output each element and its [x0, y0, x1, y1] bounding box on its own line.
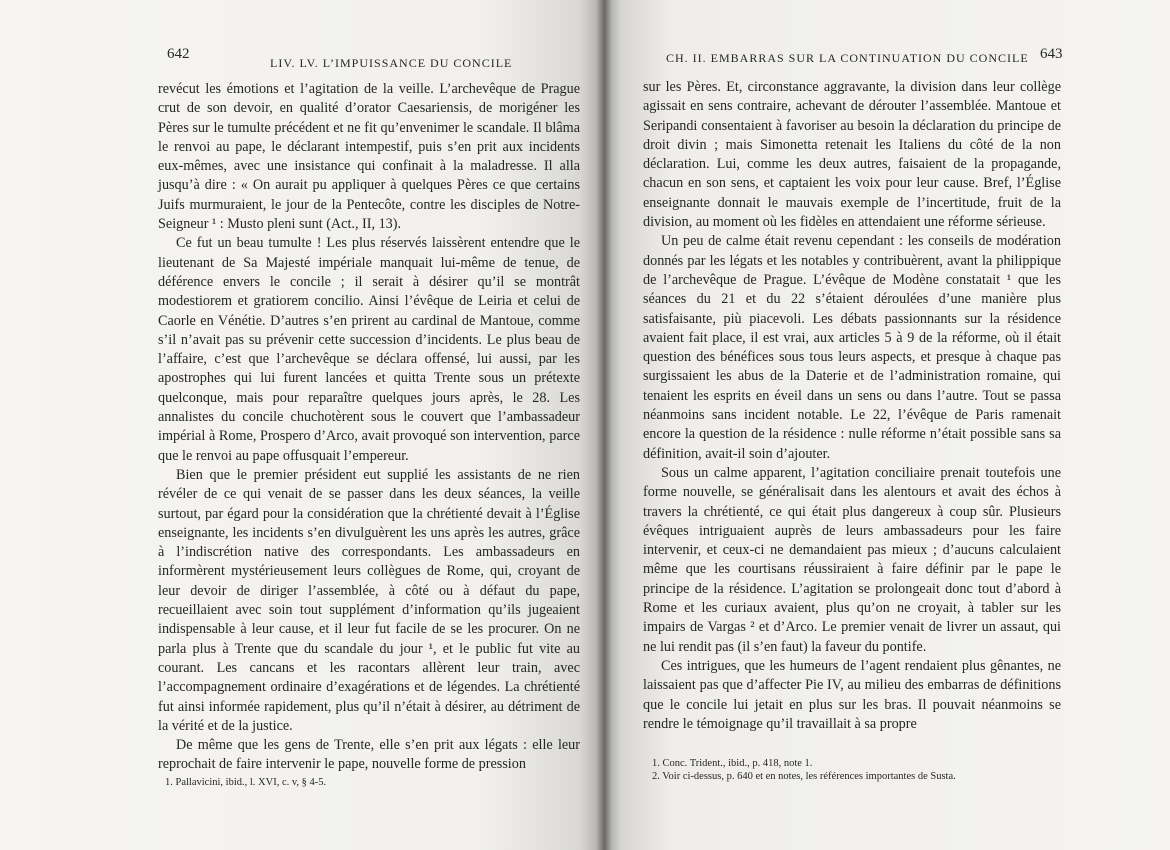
paragraph: Ces intrigues, que les humeurs de l’agent rendaient plus gênantes, ne laissaient pas que d’affecter Pie IV, au milieu des embarras de définitions que le concile lui jetait en plus sur les bras. Il pouvait néanmoins se rendre le témoignage qu’il travaillait à sa propre — [643, 657, 1061, 732]
body-text-right — [643, 78, 1061, 734]
paragraph: Sous un calme apparent, l’agitation conciliaire prenait toutefois une forme nouvelle, se généralisait dans les alentours et avait des échos à travers la chrétienté, ce qui était plus dangereux à coup sûr. Plusieurs évêques intriguaient auprès de leurs ambassadeurs pour les faire intervenir, et ceux-ci ne demandaient pas mieux ; d’aucuns calculaient même que les courtisans réussiraient à faire définir par le pape le principe de la résidence. L’agitation se prolongeait donc tout d’abord à Rome et les curiaux avaient, plus qu’on ne croyait, à tabler sur les impairs de Vargas ² et d’Arco. Le premier venait de livrer un assaut, qui ne lui rendit pas (il s’en faut) la faveur du pontife. — [643, 464, 1061, 655]
paragraph: sur les Pères. Et, circonstance aggravante, la division dans leur collège agissait en sens contraire, achevant de dérouter l’assemblée. Mantoue et Seripandi consentaient à favoriser au besoin la déclaration du principe de droit divin ; mais Simonetta retenait les Italiens du côté de la non déclaration. Lui, comme les deux autres, faisaient de la propagande, chacun en son sens, et captaient les voix pour leur cause. Bref, l’Église enseignante donnait le mauvais exemple de l’incertitude, fruit de la division, au moment où les fidèles en attendaient une réforme sérieuse. — [643, 79, 1061, 231]
footnotes-right — [652, 757, 1052, 783]
footnotes-left — [165, 776, 585, 789]
running-head-right: CH. II. EMBARRAS SUR LA CONTINUATION DU CONCILE — [666, 51, 1029, 65]
page-number-left: 642 — [167, 46, 190, 62]
book-gutter — [596, 0, 612, 850]
paragraph: Un peu de calme était revenu cependant : les conseils de modération donnés par les légats et les notables y contribuèrent, avant la philippique de l’archevêque de Prague. L’évêque de Modène constatait ¹ que les séances du 21 et du 22 s’étaient déroulées d’une manière plus satisfaisante, più piacevoli. Les débats passionnants sur la résidence avaient fait place, il est vrai, aux articles 5 à 9 de la réforme, où il était question des bénéfices sous tous leurs aspects, et presque à chaque pas surgissaient les abus de la Daterie et de l’administration romaine, qui tenaient les esprits en éveil dans un sens ou dans l’autre. Tout se passa néanmoins sans incident notable. Le 22, l’évêque de Paris ramenait encore la question de la résidence : nulle réforme n’était possible sans sa définition, avait-il soin d’ajouter. — [643, 233, 1061, 462]
footnote: 1. Pallavicini, ibid., l. XVI, c. v, § 4-5. — [165, 777, 327, 788]
paragraph: Bien que le premier président eut supplié les assistants de ne rien révéler de ce qui venait de se passer dans les deux séances, la veille surtout, par égard pour la considération que la chrétienté devait à l’Église enseignante, les incidents s’en divulguèrent les uns après les autres, grâce à l’indiscrétion native des correspondants. Les ambassadeurs en informèrent mystérieusement leurs collègues de Rome, qui, croyant de leur devoir de diriger l’assemblée, à côté ou à défaut du pape, recueillaient avec soin tout supplément d’information qu’ils jugeaient indispensable à leur cause, et il leur fut facile de se les procurer. On ne parla plus à Trente que du scandale du jour ¹, et le public fut vite au courant. Les cancans et les racontars allèrent leur train, avec l’accompagnement ordinaire d’exagérations et de légendes. La chrétienté fut ainsi informée rapidement, plus qu’il n’était à désirer, au détriment de la vérité et de la justice. — [158, 466, 580, 734]
body-text-left — [158, 80, 580, 775]
paragraph: Ce fut un beau tumulte ! Les plus réservés laissèrent entendre que le lieutenant de Sa Majesté impériale manquait lui-même de tenue, de déférence envers le concile ; il serait à désirer qu’il se montrât modestiorem et gratiorem concilio. Ainsi l’évêque de Leiria et celui de Caorle en Vénétie. D’autres s’en prirent au cardinal de Mantoue, comme s’il n’avait pas su prévenir cette succession d’incidents. Le plus beau de l’affaire, c’est que l’archevêque se déclara offensé, lui aussi, par les apostrophes qui lui furent lancées et quitta Trente sous un prétexte quelconque, mais pour reparaître quelques jours après, le 28. Les annalistes du concile chuchotèrent sous le couvert que l’ambassadeur impérial à Rome, Prospero d’Arco, avait provoqué son intervention, parce que le renvoi au pape offusquait l’empereur. — [158, 235, 580, 464]
page-number-right: 643 — [1040, 46, 1063, 62]
footnote: 2. Voir ci-dessus, p. 640 et en notes, les références importantes de Susta. — [652, 771, 956, 782]
paragraph: De même que les gens de Trente, elle s’en prit aux légats : elle leur reprochait de faire intervenir le pape, nouvelle forme de pression — [158, 737, 580, 773]
paragraph: revécut les émotions et l’agitation de la veille. L’archevêque de Prague crut de son devoir, en qualité d’orator Caesariensis, de morigéner les Pères sur le tumulte précédent et ne fit qu’envenimer le scandale. Il blâma le renvoi au pape, le déclarant intempestif, puis s’en prit aux incidents eux-mêmes, avec une insistance qui confinait à la maladresse. Il alla jusqu’à dire : « On aurait pu appliquer à quelques Pères ce que certains Juifs murmuraient, le jour de la Pentecôte, contre les disciples de Notre-Seigneur ¹ : Musto pleni sunt (Act., II, 13). — [158, 81, 580, 233]
running-head-left: LIV. LV. L’IMPUISSANCE DU CONCILE — [270, 56, 513, 70]
footnote: 1. Conc. Trident., ibid., p. 418, note 1. — [652, 758, 813, 769]
